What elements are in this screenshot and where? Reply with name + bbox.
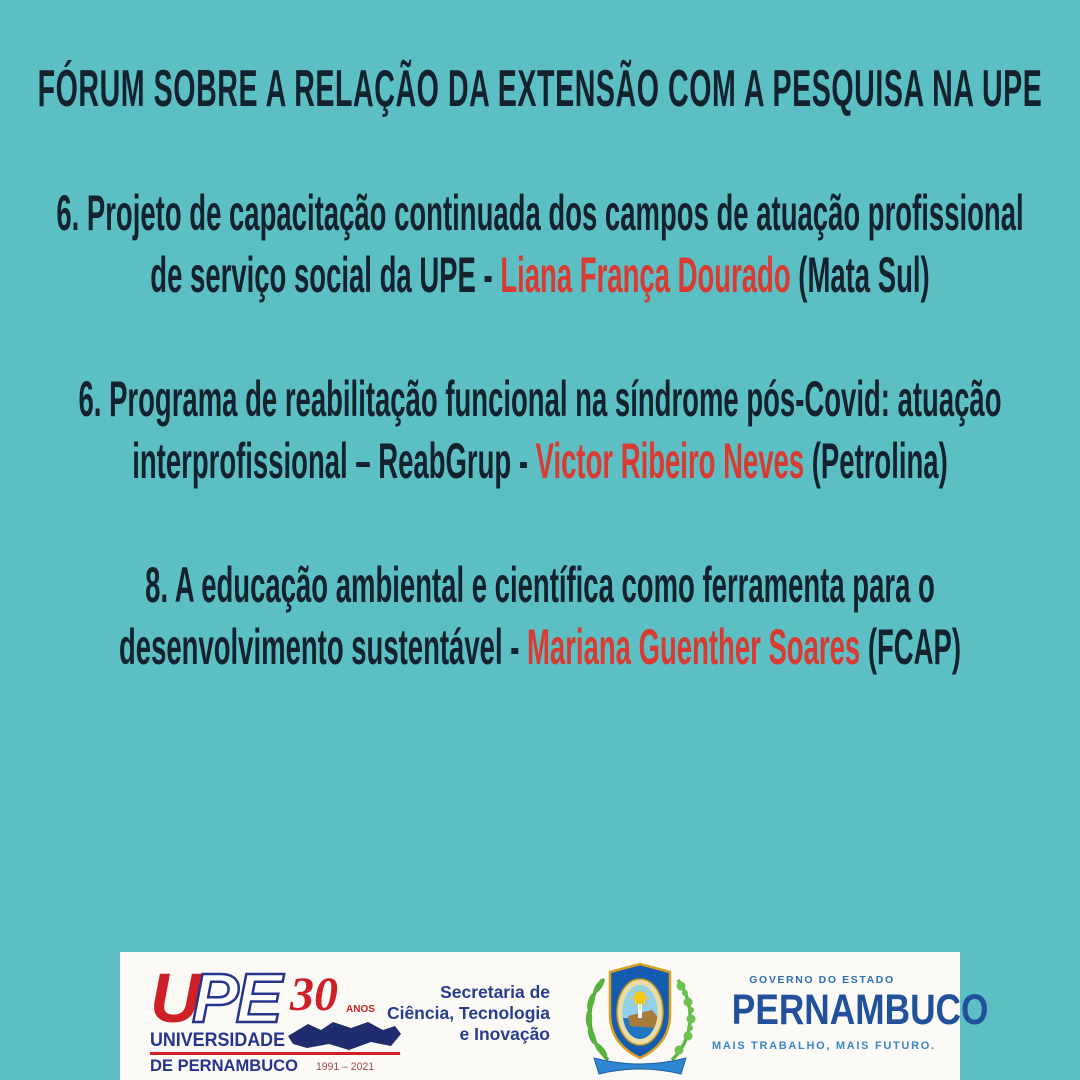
upe-letters-pe: PE xyxy=(192,960,280,1037)
program-item-text: (FCAP) xyxy=(860,619,962,675)
program-item-line xyxy=(0,554,1080,616)
footer-logo-bar xyxy=(120,952,989,1080)
upe-letter-u: U xyxy=(150,960,201,1037)
upe-anniversary-years: 1991 – 2021 xyxy=(316,1061,374,1073)
program-item-line xyxy=(0,368,1080,430)
program-item-text: desenvolvimento sustentável - xyxy=(118,619,528,675)
program-item-text: 6. Projeto de capacitação continuada dos campos de atuação profissional xyxy=(56,185,1024,241)
program-item-text: de serviço social da UPE - xyxy=(150,247,501,303)
program-item-line xyxy=(0,182,1080,244)
program-item-text: interprofissional – ReabGrup - xyxy=(132,433,536,489)
secretaria-line-3: e Inovação xyxy=(459,1024,550,1044)
upe-universidade-text: UNIVERSIDADE xyxy=(150,1030,285,1051)
program-items xyxy=(0,182,1080,678)
program-item-text: 8. A educação ambiental e científica como ferramenta para o xyxy=(145,557,935,613)
governo-header-text: GOVERNO DO ESTADO xyxy=(749,974,895,986)
upe-anos-label: ANOS xyxy=(346,1004,375,1015)
crest-right-branch xyxy=(672,980,696,1060)
program-item xyxy=(0,554,1080,678)
speaker-name: Victor Ribeiro Neves xyxy=(535,433,805,489)
page-title: FÓRUM SOBRE A RELAÇÃO DA EXTENSÃO COM A PESQUISA NA UPE xyxy=(37,60,1043,118)
program-item xyxy=(0,368,1080,492)
program-item-text: (Petrolina) xyxy=(804,433,948,489)
program-item-text: 6. Programa de reabilitação funcional na síndrome pós-Covid: atuação xyxy=(78,371,1002,427)
upe-30-numeral: 30 xyxy=(290,968,338,1021)
program-item xyxy=(0,182,1080,306)
governo-slogan-text: MAIS TRABALHO, MAIS FUTURO. xyxy=(712,1040,936,1052)
secretaria-line-1: Secretaria de xyxy=(440,982,550,1002)
secretaria-line-2: Ciência, Tecnologia xyxy=(386,1003,550,1023)
program-item-line xyxy=(0,616,1080,678)
crest-ribbon xyxy=(594,1058,686,1074)
secretaria-logo-text xyxy=(384,982,550,1045)
governo-state-name: PERNAMBUCO xyxy=(731,986,989,1034)
upe-de-pernambuco-text: DE PERNAMBUCO xyxy=(150,1056,298,1074)
upe-red-rule xyxy=(150,1052,400,1055)
program-item-text: (Mata Sul) xyxy=(790,247,930,303)
crest-left-branch xyxy=(586,977,610,1060)
speaker-name: Mariana Guenther Soares xyxy=(527,619,861,675)
governo-pernambuco-logo xyxy=(712,974,989,1052)
program-item-line xyxy=(0,430,1080,492)
upe-university-logo xyxy=(148,960,403,1074)
program-item-line xyxy=(0,244,1080,306)
speaker-name: Liana França Dourado xyxy=(500,247,791,303)
pernambuco-crest-icon xyxy=(578,956,702,1078)
